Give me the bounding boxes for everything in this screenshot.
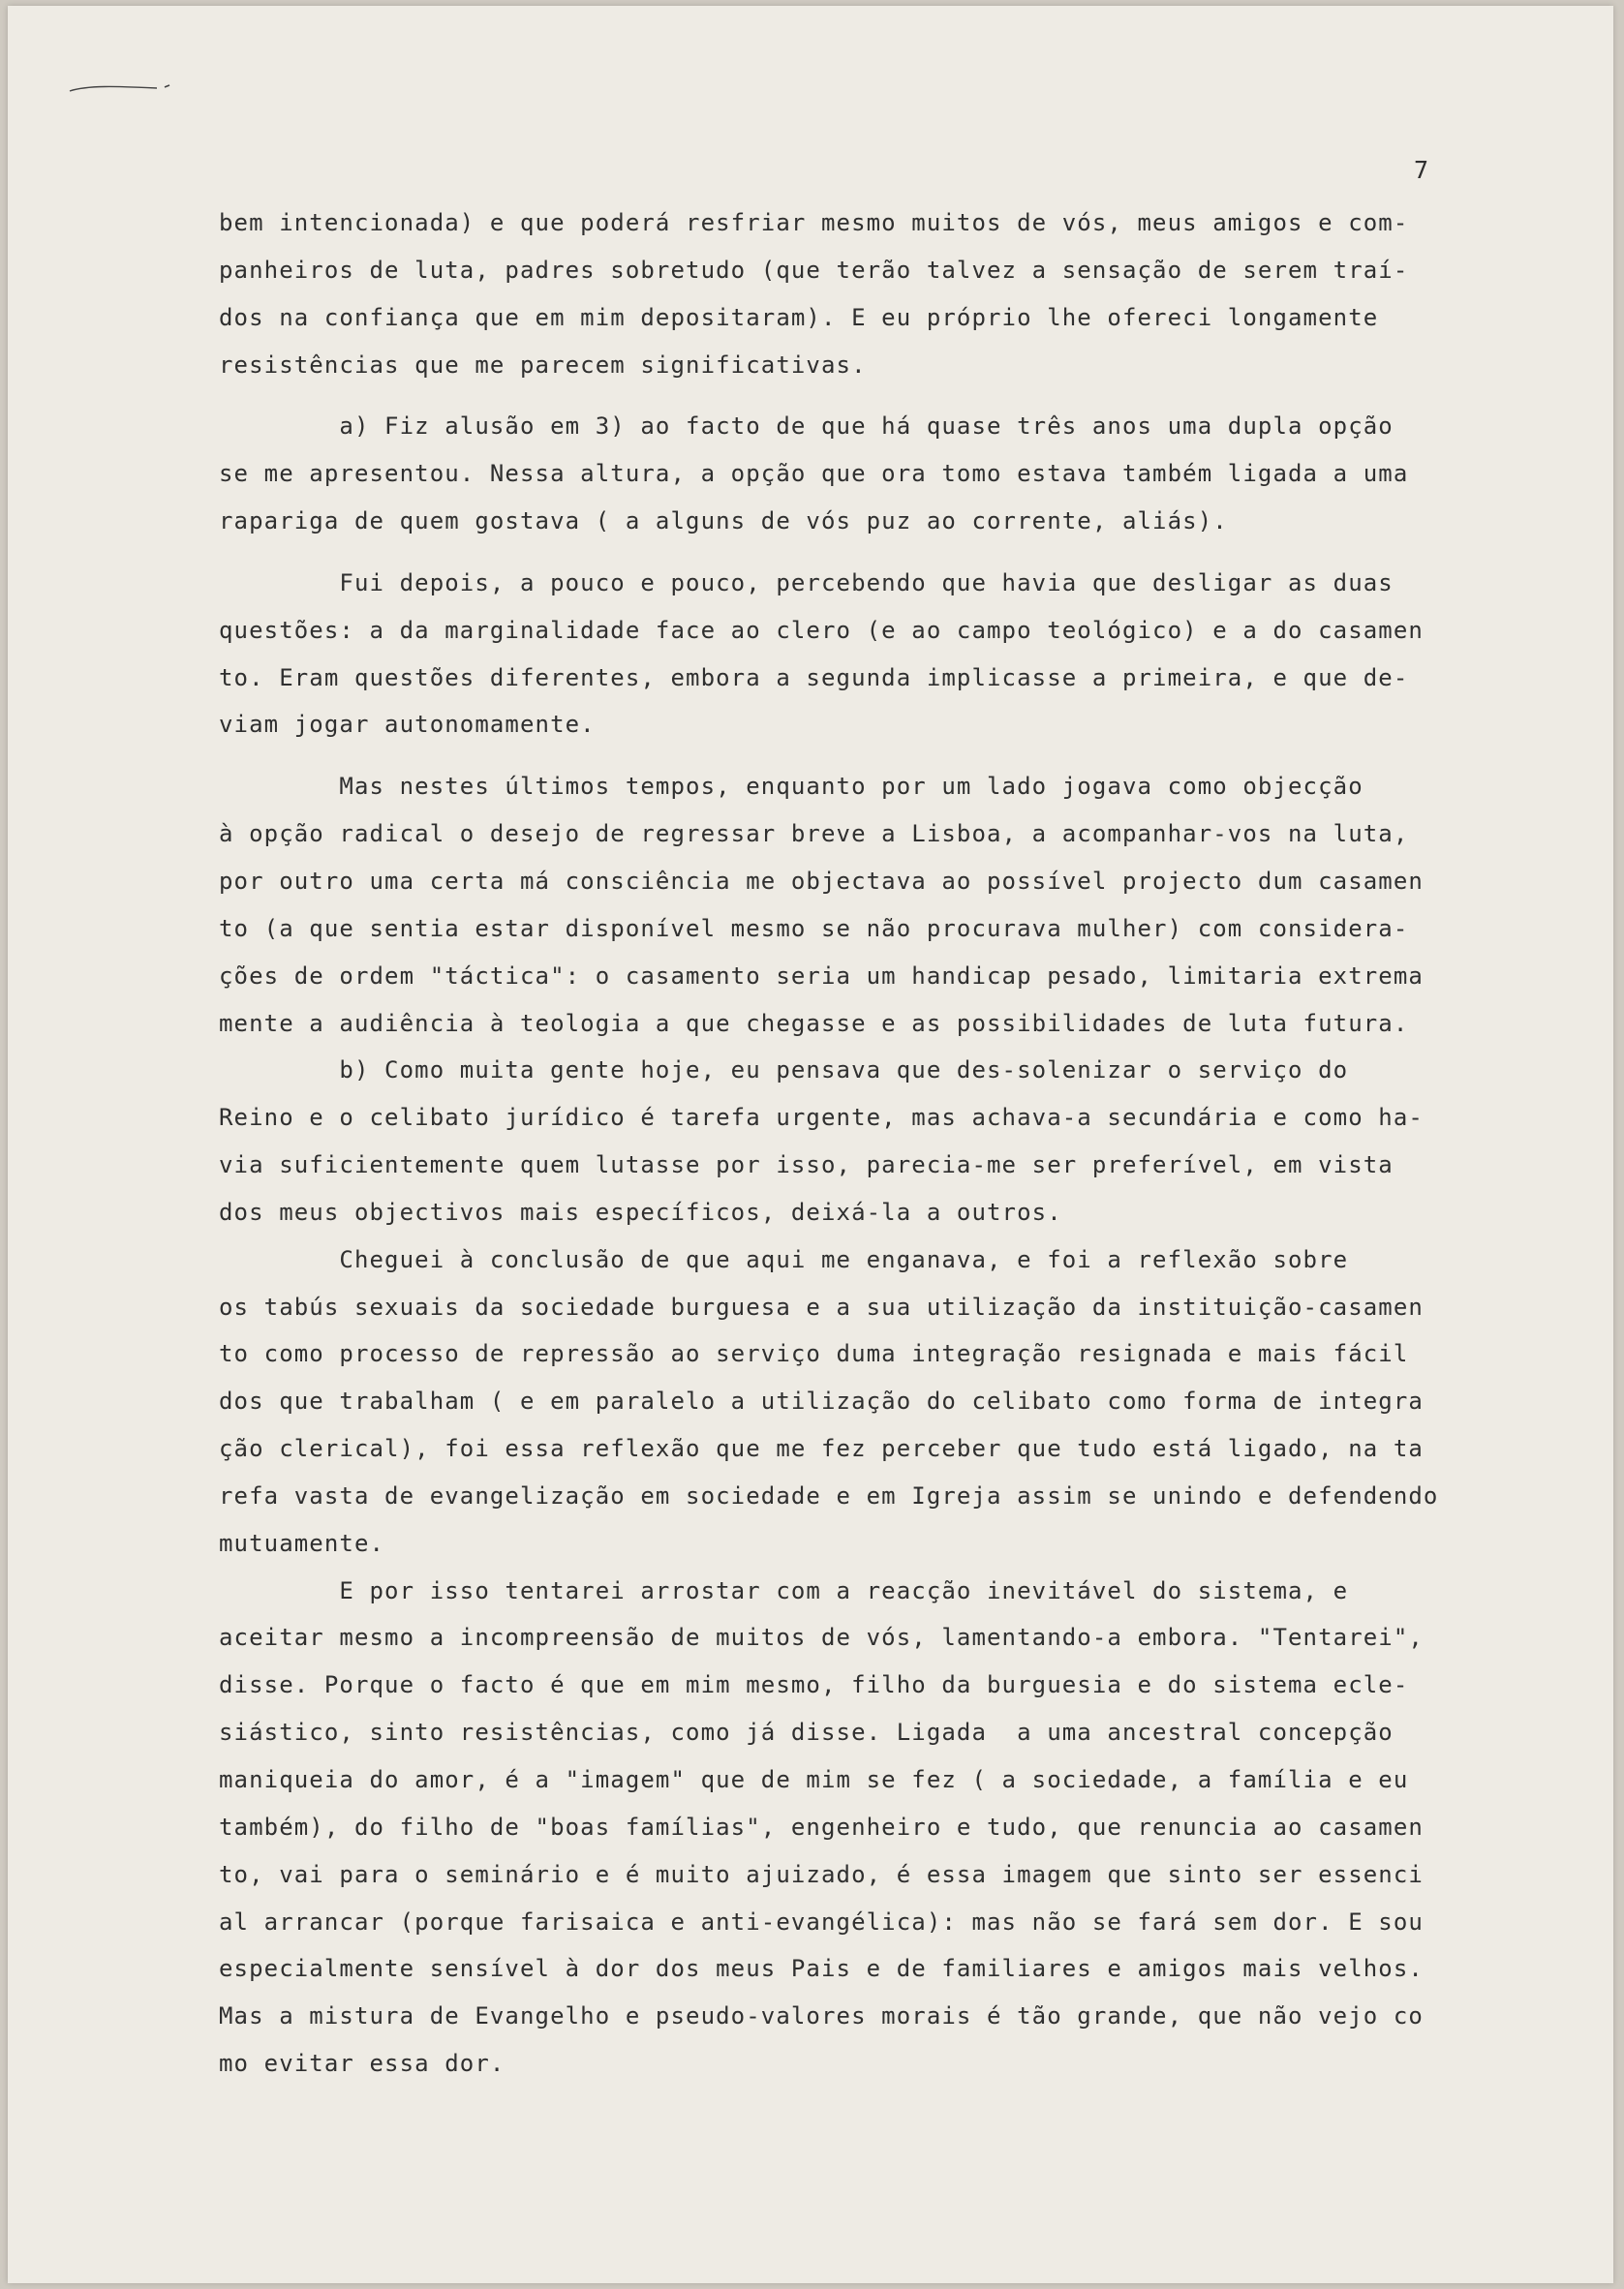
text-line: questões: a da marginalidade face ao clero (e ao campo teológico) e a do casamen — [219, 616, 1424, 644]
text-line: Reino e o celibato jurídico é tarefa urgente, mas achava-a secundária e como ha- — [219, 1104, 1424, 1132]
typewritten-page — [8, 6, 1613, 2283]
body-text — [219, 199, 1536, 2088]
text-line: mente a audiência à teologia a que chegasse e as possibilidades de luta futura. — [219, 1009, 1409, 1037]
text-line: E por isso tentarei arrostar com a reacção inevitável do sistema, e — [219, 1576, 1349, 1604]
text-line: especialmente sensível à dor dos meus Pais e de familiares e amigos mais velhos. — [219, 1955, 1424, 1983]
text-line: refa vasta de evangelização em sociedade e em Igreja assim se unindo e defendendo — [219, 1481, 1439, 1510]
text-line: se me apresentou. Nessa altura, a opção que ora tomo estava também ligada a uma — [219, 460, 1409, 488]
text-line: dos na confiança que em mim depositaram). E eu próprio lhe ofereci longamente — [219, 303, 1379, 331]
text-line: ções de ordem "táctica": o casamento seria um handicap pesado, limitaria extrema — [219, 961, 1424, 990]
text-line: resistências que me parecem significativas. — [219, 351, 867, 379]
text-line: maniqueia do amor, é a "imagem" que de mim se fez ( a sociedade, a família e eu — [219, 1766, 1409, 1793]
text-line: mo evitar essa dor. — [219, 2050, 506, 2078]
text-line: Fui depois, a pouco e pouco, percebendo que havia que desligar as duas — [219, 568, 1394, 596]
text-line: disse. Porque o facto é que em mim mesmo, filho da burguesia e do sistema ecle- — [219, 1671, 1409, 1699]
text-line: to (a que sentia estar disponível mesmo se não procurava mulher) com considera- — [219, 914, 1409, 942]
text-line: to. Eram questões diferentes, embora a segunda implicasse a primeira, e que de- — [219, 663, 1409, 691]
text-line: dos meus objectivos mais específicos, deixá-la a outros. — [219, 1198, 1062, 1226]
text-line: dos que trabalham ( e em paralelo a utilização do celibato como forma de integra — [219, 1388, 1424, 1416]
text-line: também), do filho de "boas famílias", engenheiro e tudo, que renuncia ao casamen — [219, 1813, 1424, 1841]
text-line: siástico, sinto resistências, como já disse. Ligada a uma ancestral concepção — [219, 1719, 1394, 1747]
text-line: bem intencionada) e que poderá resfriar mesmo muitos de vós, meus amigos e com- — [219, 209, 1409, 236]
text-line: viam jogar autonomamente. — [219, 711, 596, 739]
text-line: via suficientemente quem lutasse por isso, parecia-me ser preferível, em vista — [219, 1151, 1394, 1179]
text-line: al arrancar (porque farisaica e anti-evangélica): mas não se fará sem dor. E sou — [219, 1908, 1424, 1936]
text-line: aceitar mesmo a incompreensão de muitos de vós, lamentando-a embora. "Tentarei", — [219, 1624, 1424, 1652]
text-line: a) Fiz alusão em 3) ao facto de que há quase três anos uma dupla opção — [219, 412, 1394, 441]
text-line: b) Como muita gente hoje, eu pensava que des-solenizar o serviço do — [219, 1056, 1349, 1084]
text-line: Cheguei à conclusão de que aqui me enganava, e foi a reflexão sobre — [219, 1245, 1349, 1273]
text-line: Mas a mistura de Evangelho e pseudo-valores morais é tão grande, que não vejo co — [219, 2002, 1424, 2030]
text-line: por outro uma certa má consciência me objectava ao possível projecto dum casamen — [219, 867, 1424, 895]
text-line: to, vai para o seminário e é muito ajuizado, é essa imagem que sinto ser essenci — [219, 1860, 1424, 1888]
text-line: ção clerical), foi essa reflexão que me fez perceber que tudo está ligado, na ta — [219, 1435, 1424, 1463]
pencil-mark — [68, 81, 172, 95]
text-line: panheiros de luta, padres sobretudo (que terão talvez a sensação de serem traí- — [219, 256, 1409, 284]
text-line: rapariga de quem gostava ( a alguns de vós puz ao corrente, aliás). — [219, 507, 1228, 535]
text-line: à opção radical o desejo de regressar breve a Lisboa, a acompanhar-vos na luta, — [219, 820, 1409, 848]
text-line: Mas nestes últimos tempos, enquanto por um lado jogava como objecção — [219, 773, 1364, 801]
text-line: to como processo de repressão ao serviço duma integração resignada e mais fácil — [219, 1340, 1409, 1368]
text-line: mutuamente. — [219, 1529, 385, 1557]
text-line: os tabús sexuais da sociedade burguesa e a sua utilização da instituição-casamen — [219, 1293, 1424, 1321]
page-number: 7 — [1414, 156, 1429, 184]
